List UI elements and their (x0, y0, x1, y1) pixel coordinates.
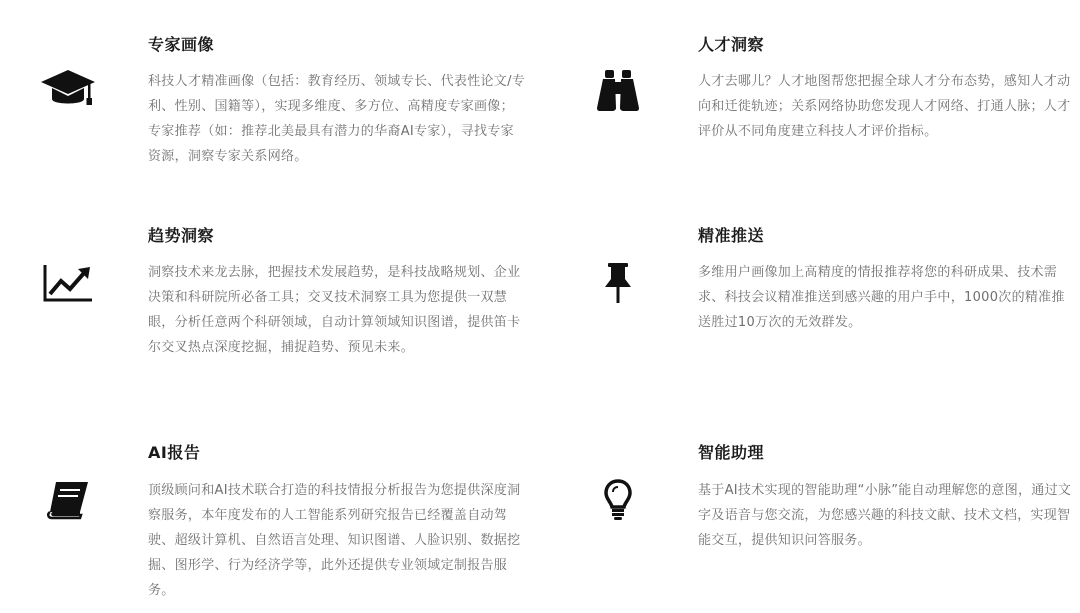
feature-title: 专家画像 (148, 35, 215, 54)
feature-title: 人才洞察 (698, 35, 765, 54)
pushpin-icon (586, 251, 650, 315)
feature-description: 科技人才精准画像（包括：教育经历、领域专长、代表性论文/专利、性别、国籍等），实现多维度、多方位、高精度专家画像；专家推荐（如：推荐北美最具有潜力的华裔AI专家），寻找专家资源，洞察专家关系网络。 (148, 74, 526, 164)
book-icon (36, 468, 100, 532)
trend-chart-icon (36, 251, 100, 315)
feature-description: 多维用户画像加上高精度的情报推荐将您的科研成果、技术需求、科技会议精准推送到感兴趣的用户手中，1000次的精准推送胜过10万次的无效群发。 (698, 265, 1065, 330)
binoculars-icon (586, 58, 650, 122)
lightbulb-icon (586, 468, 650, 532)
feature-title: 智能助理 (698, 443, 765, 462)
feature-title: 趋势洞察 (148, 226, 215, 245)
graduation-cap-icon (36, 58, 100, 122)
feature-title: 精准推送 (698, 226, 765, 245)
feature-description: 人才去哪儿？人才地图帮您把握全球人才分布态势，感知人才动向和迁徙轨迹；关系网络协助您发现人才网络、打通人脉；人才评价从不同角度建立科技人才评价指标。 (698, 74, 1071, 139)
feature-description: 顶级顾问和AI技术联合打造的科技情报分析报告为您提供深度洞察服务，本年度发布的人工智能系列研究报告已经覆盖自动驾驶、超级计算机、自然语言处理、知识图谱、人脸识别、数据挖掘、图形学、行为经济学等，此外还提供专业领域定制报告服务。 (148, 483, 521, 598)
feature-title: AI报告 (148, 443, 201, 462)
feature-description: 洞察技术来龙去脉，把握技术发展趋势，是科技战略规划、企业决策和科研院所必备工具；交叉技术洞察工具为您提供一双慧眼，分析任意两个科研领域，自动计算领域知识图谱，提供笛卡尔交叉热点深度挖掘，捕捉趋势、预见未来。 (148, 265, 521, 355)
feature-description: 基于AI技术实现的智能助理“小脉”能自动理解您的意图，通过文字及语音与您交流，为您感兴趣的科技文献、技术文档，实现智能交互，提供知识问答服务。 (698, 483, 1072, 548)
